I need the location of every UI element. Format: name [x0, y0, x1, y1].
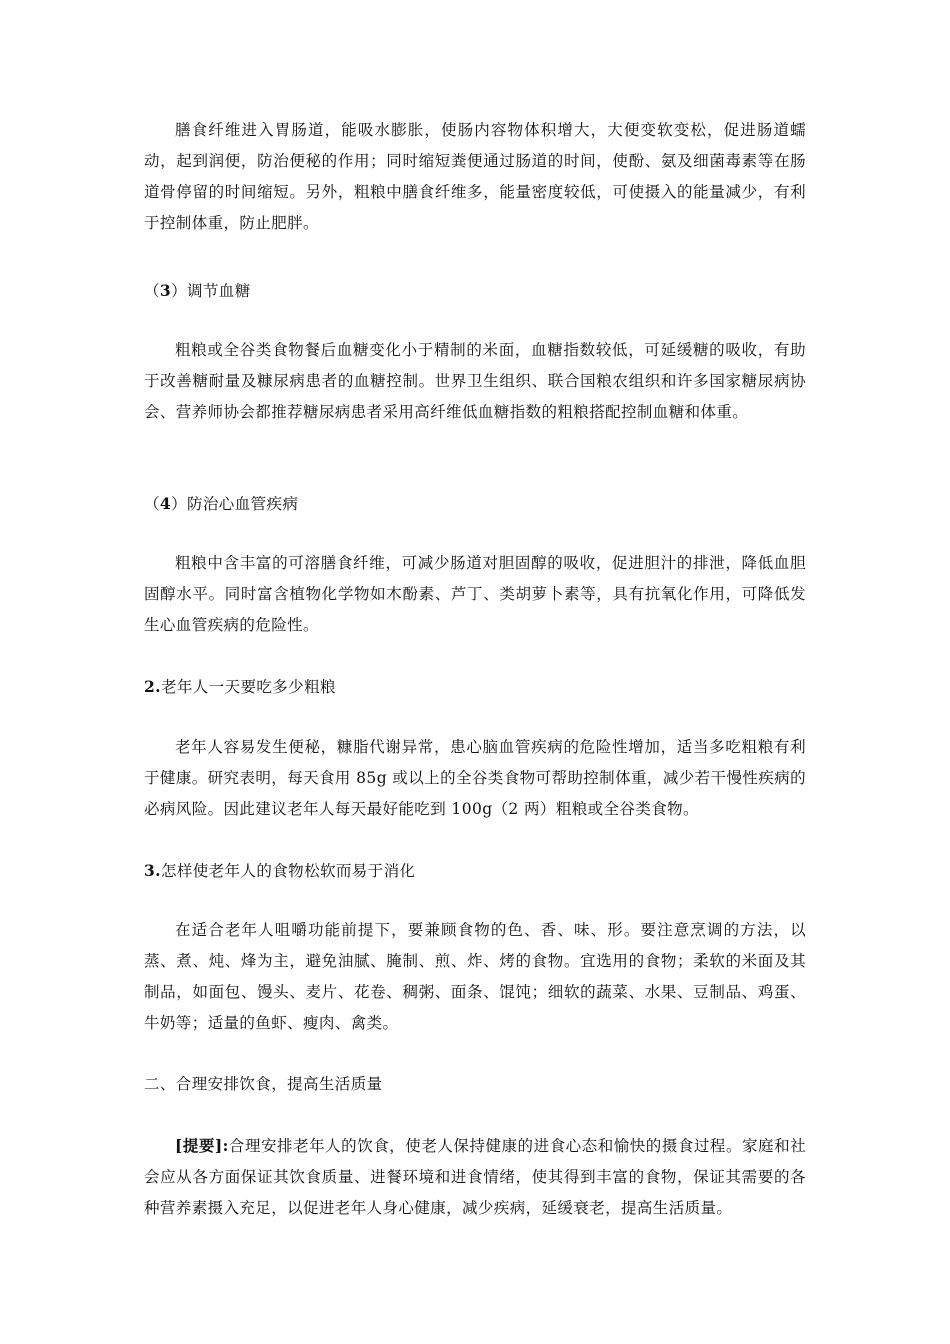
heading-section-two: 二、合理安排饮食，提高生活质量	[144, 1075, 383, 1093]
heading-number: 2.	[144, 677, 161, 696]
heading-soft-food	[144, 855, 806, 887]
heading-text: 老年人一天要吃多少粗粮	[160, 678, 336, 696]
heading-number: 3.	[144, 861, 161, 880]
heading-open-paren: （	[144, 282, 160, 300]
paragraph-blood-sugar: 粗粮或全谷类食物餐后血糖变化小于精制的米面，血糖指数较低，可延缓糖的吸收，有助于改善糖耐量及糠尿病患者的血糖控制。世界卫生组织、联合国粮农组织和许多国家糖尿病协会、营养师协会都推荐糖尿病患者采用高纤维低血糖指数的粗粮搭配控制血糖和体重。	[144, 341, 806, 421]
summary-label: [提要]:	[175, 1136, 229, 1155]
heading-text: 调节血糖	[187, 282, 251, 300]
heading-open-paren: （	[144, 495, 160, 513]
heading-close-paren: ）	[171, 495, 187, 513]
paragraph-soft-food: 在适合老年人咀嚼功能前提下，要兼顾食物的色、香、味、形。要注意烹调的方法，以蒸、煮、炖、烽为主，避免油腻、腌制、煎、炸、烤的食物。宜选用的食物；柔软的米面及其制品，如面包、馒头、麦片、花卷、稠粥、面条、馄饨；细软的蔬菜、水果、豆制品、鸡蛋、牛奶等；适量的鱼虾、瘦肉、禽类。	[144, 921, 806, 1032]
heading-cardio	[144, 488, 806, 520]
heading-number: 4	[159, 494, 172, 513]
heading-text: 怎样使老年人的食物松软而易于消化	[160, 862, 416, 880]
heading-number: 3	[159, 281, 172, 300]
paragraph-fiber-effect: 膳食纤维进入胃肠道，能吸水膨胀，使肠内容物体积增大，大便变软变松，促进肠道蠕动，起到润便，防治便秘的作用；同时缩短粪便通过肠道的时间，使酚、氨及细菌毒素等在肠道骨停留的时间缩短。另外，粗粮中膳食纤维多，能量密度较低，可使摄入的能量减少，有利于控制体重，防止肥胖。	[144, 121, 806, 232]
heading-how-much	[144, 671, 806, 703]
paragraph-summary	[144, 1130, 806, 1224]
heading-close-paren: ）	[171, 282, 187, 300]
paragraph-cardio: 粗粮中含丰富的可溶膳食纤维，可减少肠道对胆固醇的吸收，促进胆汁的排泄，降低血胆固醇水平。同时富含植物化学物如木酚素、芦丁、类胡萝卜素等，具有抗氧化作用，可降低发生心血管疾病的危险性。	[144, 554, 806, 634]
heading-text: 防治心血管疾病	[187, 495, 299, 513]
summary-text: 合理安排老年人的饮食，使老人保持健康的进食心态和愉快的摄食过程。家庭和社会应从各方面保证其饮食质量、进餐环境和进食情绪，使其得到丰富的食物，保证其需要的各种营养素摄入充足，以促进老年人身心健康，减少疾病，延缓衰老，提高生活质量。	[144, 1137, 807, 1217]
paragraph-how-much: 老年人容易发生便秘，糠脂代谢异常，患心脑血管疾病的危险性增加，适当多吃粗粮有利于健康。研究表明，每天食用 85g 或以上的全谷类食物可帮助控制体重，减少若干慢性疾病的必病风险。因此建议老年人每天最好能吃到 100g（2 两）粗粮或全谷类食物。	[144, 738, 806, 818]
heading-blood-sugar	[144, 275, 806, 307]
